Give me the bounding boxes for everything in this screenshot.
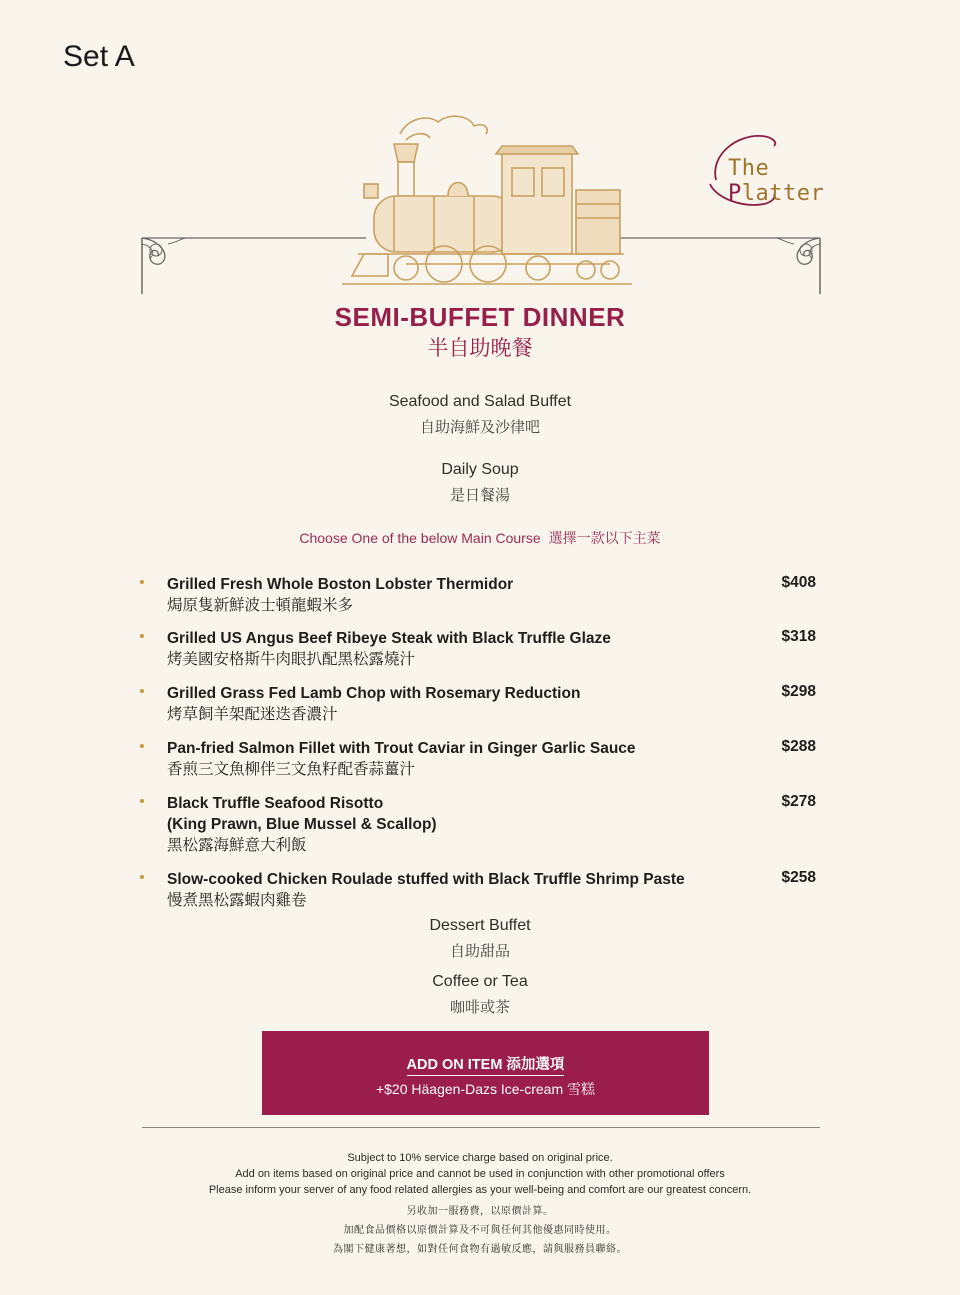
dish-subtitle: (King Prawn, Blue Mussel & Scallop) <box>167 816 437 833</box>
dish-price: $298 <box>781 683 816 700</box>
main-course-list <box>140 574 820 911</box>
menu-title-chinese: 半自助晚餐 <box>427 337 533 360</box>
dish-name-chinese: 焗原隻新鮮波士頓龍蝦米多 <box>167 597 354 614</box>
coffee-tea-label-chinese: 咖啡或茶 <box>449 999 510 1016</box>
footer-notes <box>0 1150 960 1259</box>
bullet-icon <box>140 744 144 748</box>
bullet-icon <box>140 875 144 879</box>
dish-price: $258 <box>781 869 816 886</box>
dish-name: Grilled Grass Fed Lamb Chop with Rosemary Reduction <box>167 685 581 702</box>
daily-soup-label-chinese: 是日餐湯 <box>449 487 510 504</box>
logo-wordmark: The Platter <box>728 156 825 206</box>
dish-name: Slow-cooked Chicken Roulade stuffed with Black Truffle Shrimp Paste <box>167 871 685 888</box>
main-course-instruction-en: Choose One of the below Main Course <box>299 530 541 546</box>
add-on-heading: ADD ON ITEM 添加選項 <box>407 1053 565 1076</box>
footer-allergy-note-chinese: 為閣下健康著想，如對任何食物有過敏反應，請與服務員聯絡。 <box>333 1244 627 1255</box>
footer-add-on-note-chinese: 加配食品價格以原價計算及不可與任何其他優惠同時使用。 <box>343 1225 617 1236</box>
dish-price: $318 <box>781 628 816 645</box>
dish-item <box>140 683 820 725</box>
footer-service-charge: Subject to 10% service charge based on original price. <box>347 1152 613 1164</box>
dish-name: Grilled Fresh Whole Boston Lobster Thermidor <box>167 576 514 593</box>
add-on-item: +$20 Häagen-Dazs Ice-cream 雪糕 <box>375 1081 596 1097</box>
bullet-icon <box>140 580 144 584</box>
dish-name-chinese: 烤美國安格斯牛肉眼扒配黑松露燒汁 <box>167 651 416 668</box>
dish-name-chinese: 黑松露海鮮意大利飯 <box>167 837 307 854</box>
dish-price: $408 <box>781 574 816 591</box>
bullet-icon <box>140 634 144 638</box>
dish-price: $288 <box>781 738 816 755</box>
dish-item <box>140 574 820 616</box>
dish-item <box>140 869 820 911</box>
seafood-buffet-label: Seafood and Salad Buffet <box>388 393 572 410</box>
seafood-buffet-label-chinese: 自助海鮮及沙律吧 <box>419 419 540 436</box>
dish-name: Black Truffle Seafood Risotto <box>167 795 384 812</box>
main-course-instruction-zh: 選擇一款以下主菜 <box>548 530 661 546</box>
coffee-tea-item <box>0 973 960 1017</box>
menu-title: SEMI-BUFFET DINNER <box>334 302 626 332</box>
page-label: Set A <box>63 40 135 73</box>
daily-soup-label: Daily Soup <box>441 461 519 478</box>
daily-soup-item <box>0 461 960 505</box>
footer-allergy-note: Please inform your server of any food related allergies as your well-being and comfort are our greatest concern. <box>208 1184 752 1196</box>
seafood-buffet-item <box>0 393 960 437</box>
add-on-banner <box>262 1031 709 1115</box>
dessert-buffet-item <box>0 917 960 961</box>
main-course-instruction <box>0 528 960 548</box>
footer-divider <box>142 1127 820 1128</box>
footer-add-on-note: Add on items based on original price and cannot be used in conjunction with other promotional offers <box>235 1168 725 1180</box>
dish-name: Grilled US Angus Beef Ribeye Steak with Black Truffle Glaze <box>167 630 611 647</box>
footer-service-charge-chinese: 另收加一服務費，以原價計算。 <box>406 1206 554 1217</box>
dish-item <box>140 793 820 856</box>
bullet-icon <box>140 689 144 693</box>
dish-name-chinese: 香煎三文魚柳伴三文魚籽配香蒜薑汁 <box>167 761 416 778</box>
bullet-icon <box>140 799 144 803</box>
the-platter-logo <box>708 132 828 208</box>
dish-price: $278 <box>781 793 816 810</box>
dish-item <box>140 738 820 780</box>
dish-name: Pan-fried Salmon Fillet with Trout Caviar in Ginger Garlic Sauce <box>167 740 636 757</box>
dish-name-chinese: 烤草飼羊架配迷迭香濃汁 <box>167 706 338 723</box>
dessert-buffet-label: Dessert Buffet <box>429 917 531 934</box>
dish-item <box>140 628 820 670</box>
coffee-tea-label: Coffee or Tea <box>432 973 528 990</box>
dessert-buffet-label-chinese: 自助甜品 <box>449 943 510 960</box>
dish-name-chinese: 慢煮黑松露蝦肉雞卷 <box>167 892 307 909</box>
